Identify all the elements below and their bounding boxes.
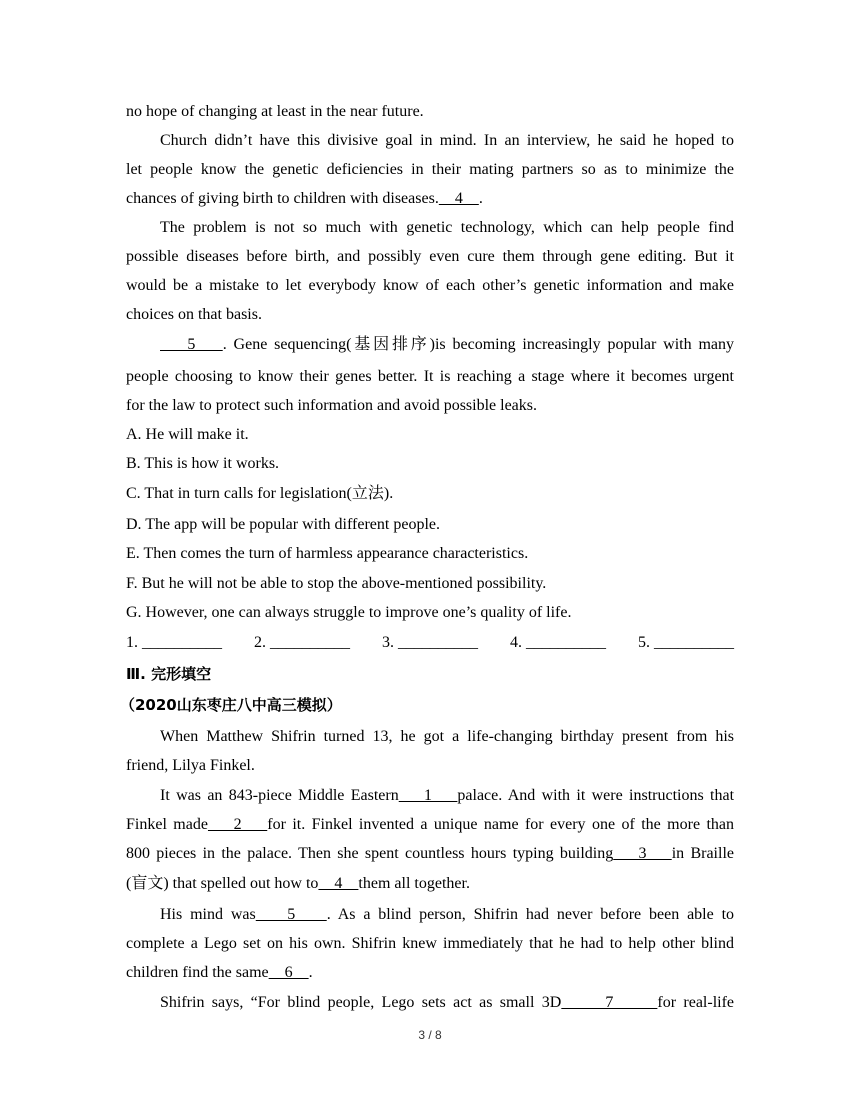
text-fragment: 800 pieces in the palace. Then she spent countless hours typing building: [126, 845, 614, 862]
text-line: [160, 905, 734, 925]
cloze-blank: 3: [613, 845, 672, 862]
cloze-blank: 4: [318, 875, 359, 892]
option-d: D. The app will be popular with different people.: [126, 516, 440, 533]
text-fragment: in Braille: [671, 845, 734, 862]
text-fragment: for real-life: [657, 994, 735, 1011]
text-line: for the law to protect such information and avoid possible leaks.: [126, 397, 538, 414]
option-f: F. But he will not be able to stop the above-mentioned possibility.: [126, 575, 547, 592]
text-fragment: them all together.: [358, 875, 470, 892]
page-number: 3 / 8: [418, 1028, 442, 1042]
option-b: B. This is how it works.: [126, 455, 280, 472]
text-line: would be a mistake to let everybody know of each other’s genetic information and make: [126, 277, 734, 294]
answer-blank: 5: [160, 336, 223, 353]
text-line: When Matthew Shifrin turned 13, he got a life-changing birthday present from his: [160, 728, 734, 745]
cloze-blank: 1: [398, 787, 458, 804]
text-line: [126, 844, 734, 864]
cloze-blank: 7: [561, 994, 658, 1011]
text-line: [160, 993, 734, 1013]
answer-row: [126, 633, 734, 653]
text-fragment: for it. Finkel invented a unique name for every one of the more than: [267, 816, 735, 833]
section-source: （2020山东枣庄八中高三模拟）: [120, 696, 342, 714]
text-fragment: .: [308, 964, 313, 981]
text-line: possible diseases before birth, and possibly even cure them through gene editing. But it: [126, 248, 734, 265]
text-fragment: Finkel made: [126, 816, 208, 833]
text-line: people choosing to know their genes better. It is reaching a stage where it becomes urgent: [126, 368, 734, 385]
text-line: The problem is not so much with genetic technology, which can help people find: [160, 219, 734, 236]
text-fragment: .: [478, 190, 483, 207]
section-title: Ⅲ. 完形填空: [126, 665, 212, 683]
answer-blank: 4: [438, 190, 479, 207]
answer-slot[interactable]: 1. __________: [126, 634, 222, 651]
text-line: no hope of changing at least in the near future.: [126, 103, 424, 120]
answer-slot[interactable]: 2. __________: [254, 634, 350, 651]
option-e: E. Then comes the turn of harmless appearance characteristics.: [126, 545, 529, 562]
text-line: [126, 963, 734, 983]
answer-slot[interactable]: 3. __________: [382, 634, 478, 651]
text-line: [160, 335, 734, 355]
text-fragment: It was an 843-piece Middle Eastern: [160, 787, 399, 804]
text-line: let people know the genetic deficiencies in their mating partners so as to minimize the: [126, 161, 734, 178]
text-fragment: chances of giving birth to children with diseases.: [126, 190, 439, 207]
option-c: C. That in turn calls for legislation(立法).: [126, 485, 394, 502]
text-fragment: . Gene sequencing(基因排序)is becoming increasingly popular with many: [222, 336, 734, 353]
text-fragment: . As a blind person, Shifrin had never before been able to: [326, 906, 735, 923]
text-line: friend, Lilya Finkel.: [126, 757, 255, 774]
text-line: choices on that basis.: [126, 306, 262, 323]
option-g: G. However, one can always struggle to improve one’s quality of life.: [126, 604, 572, 621]
cloze-blank: 5: [255, 906, 327, 923]
text-line: [126, 874, 734, 894]
cloze-blank: 2: [207, 816, 268, 833]
text-fragment: (盲文) that spelled out how to: [126, 875, 319, 892]
text-line: [160, 786, 734, 806]
option-a: A. He will make it.: [126, 426, 249, 443]
answer-slot[interactable]: 5. __________: [638, 634, 734, 651]
text-fragment: Shifrin says, “For blind people, Lego sets act as small 3D: [160, 994, 562, 1011]
text-fragment: His mind was: [160, 906, 256, 923]
text-fragment: palace. And with it were instructions that: [457, 787, 735, 804]
text-line: [126, 815, 734, 835]
answer-slot[interactable]: 4. __________: [510, 634, 606, 651]
text-fragment: children find the same: [126, 964, 269, 981]
cloze-blank: 6: [268, 964, 309, 981]
text-line: complete a Lego set on his own. Shifrin knew immediately that he had to help other blind: [126, 935, 734, 952]
text-line: Church didn’t have this divisive goal in mind. In an interview, he said he hoped to: [160, 132, 734, 149]
text-line: [126, 189, 734, 209]
